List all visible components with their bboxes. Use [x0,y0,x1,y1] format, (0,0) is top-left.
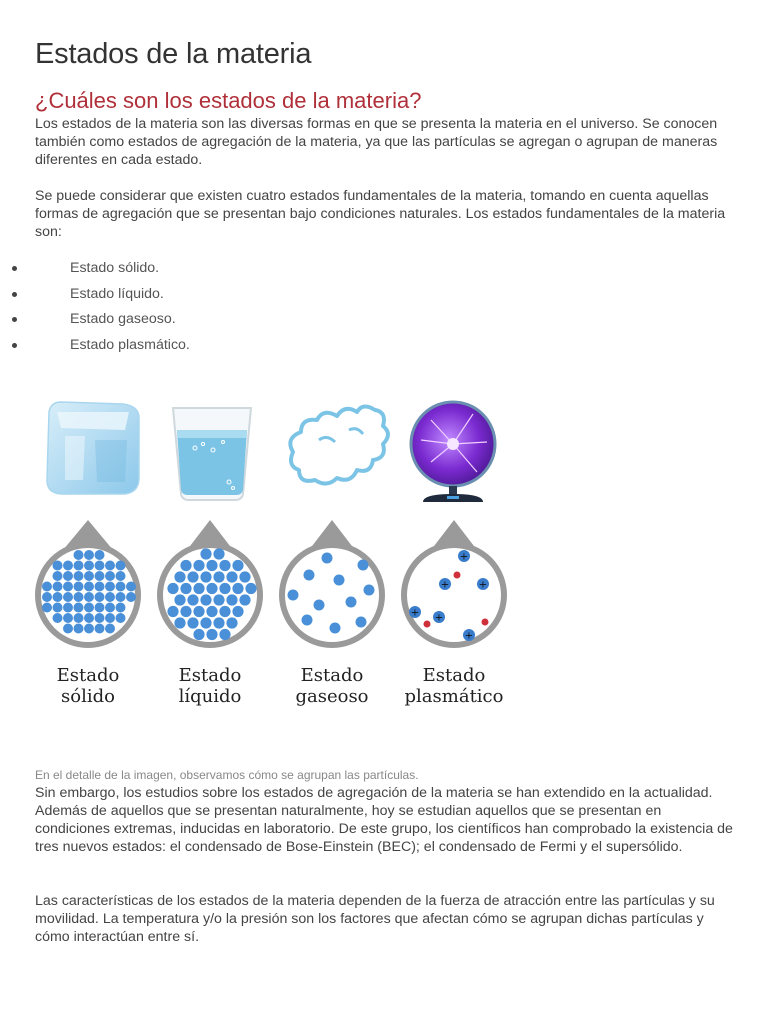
particle [84,613,94,623]
particle [206,606,217,617]
bullet-icon [12,343,17,348]
particle [95,561,105,571]
particle [74,592,84,602]
particle [193,606,204,617]
particle [304,570,315,581]
cloud-gas-icon [279,390,409,660]
list-item: Estado sólido. [0,259,190,285]
plus-sign: + [434,612,444,624]
particle [167,583,178,594]
particle [213,594,224,605]
particle [53,582,63,592]
state-plasma [401,390,531,720]
particle [63,603,73,613]
states-of-matter-figure [35,390,555,720]
particle [187,571,198,582]
particle [232,606,243,617]
characteristics-paragraph: Las características de los estados de la materia dependen de la fuerza de atracción entre las partículas y su movilidad. La temperatura y/o la presión son los factores que afectan cómo se agrupan dichas partículas y cómo interactúan entre sí. [35,893,715,945]
particle [239,571,250,582]
particle [193,629,204,640]
particle [42,592,52,602]
particle [174,617,185,628]
particle [239,594,250,605]
particle [105,571,115,581]
particle [187,617,198,628]
ice-cube-icon [35,390,165,660]
particle [330,623,341,634]
particle [63,561,73,571]
particle [126,582,136,592]
particle [74,582,84,592]
particle [206,560,217,571]
particle [63,624,73,634]
particle [95,582,105,592]
particle [219,606,230,617]
state-label-line1: Estado [422,665,486,686]
particle [219,629,230,640]
particle [105,592,115,602]
particle [84,561,94,571]
particle [63,582,73,592]
particle [167,606,178,617]
state-label-line2: sólido [61,686,115,707]
particle [180,583,191,594]
particle [42,603,52,613]
particle [322,553,333,564]
list-item: Estado plasmático. [0,336,190,362]
particle [95,624,105,634]
particle [84,603,94,613]
particle [116,592,126,602]
particle [74,624,84,634]
particle [200,594,211,605]
electron [482,619,489,626]
particle [346,597,357,608]
particle [364,585,375,596]
particle [226,594,237,605]
particle [174,571,185,582]
state-label-gas [267,665,397,707]
states-list [0,259,190,361]
state-label-line2: gaseoso [295,686,369,707]
particle [116,603,126,613]
particle [200,548,211,559]
particle [84,624,94,634]
bullet-icon [12,292,17,297]
particle [53,561,63,571]
particle [116,561,126,571]
particle [74,603,84,613]
particle [219,583,230,594]
particle [187,594,198,605]
particle [53,603,63,613]
particle [84,592,94,602]
particle [226,571,237,582]
particle [213,617,224,628]
particle [84,571,94,581]
particle [105,603,115,613]
particle [334,575,345,586]
page-title: Estados de la materia [35,38,312,70]
particle [95,603,105,613]
particle [358,560,369,571]
particle [63,592,73,602]
state-label-liquid [145,665,275,707]
particle [226,617,237,628]
figure-caption: En el detalle de la imagen, observamos cómo se agrupan las partículas. [35,768,419,782]
plus-sign: + [440,579,450,591]
particle [74,550,84,560]
plus-sign: + [410,607,420,619]
state-label-line1: Estado [178,665,242,686]
particle [63,613,73,623]
particle [206,629,217,640]
section-heading: ¿Cuáles son los estados de la materia? [35,88,422,113]
plus-sign: + [459,551,469,563]
particle [200,571,211,582]
fundamental-states-paragraph: Se puede considerar que existen cuatro estados fundamentales de la materia, tomando en cuenta aquellas formas de agregación que se presentan bajo condiciones naturales. Los estados fundamentales de la materia son: [35,188,726,240]
particle [84,582,94,592]
particle [95,613,105,623]
particle [105,582,115,592]
state-label-plasma [389,665,519,707]
particle [42,582,52,592]
particle [74,561,84,571]
particle [245,583,256,594]
particle [95,550,105,560]
particle [116,571,126,581]
particle [288,590,299,601]
particle [105,561,115,571]
particle [74,571,84,581]
particle [105,613,115,623]
extreme-states-paragraph: Sin embargo, los estudios sobre los estados de agregación de la materia se han extendido en la actualidad. Además de aquellos que se presentan naturalmente, hoy se estudian aquellos que se presentan en condiciones extremas, inducidas en laboratorio. De este grupo, los científicos han comprobado la existencia de tres nuevos estados: el condensado de Bose-Einstein (BEC); el condensado de Fermi y el supersólido. [35,785,733,855]
intro-paragraph: Los estados de la materia son las diversas formas en que se presenta la materia en el universo. Se conocen también como estados de agregación de la materia, ya que las partículas se agregan o agrupan de maneras diferentes en cada estado. [35,116,718,168]
particle [314,600,325,611]
particle [232,560,243,571]
electron [424,621,431,628]
state-label-solid [23,665,153,707]
water-glass-icon [157,390,287,660]
particle [193,583,204,594]
particle [116,613,126,623]
particle [53,613,63,623]
particle [180,606,191,617]
particle [206,583,217,594]
particle [232,583,243,594]
particle [213,548,224,559]
list-item: Estado líquido. [0,285,190,311]
particle [213,571,224,582]
bullet-icon [12,317,17,322]
bullet-icon [12,266,17,271]
list-item: Estado gaseoso. [0,310,190,336]
plus-sign: + [478,579,488,591]
particle [126,592,136,602]
particle [193,560,204,571]
state-label-line2: líquido [178,686,242,707]
particle [95,571,105,581]
particle [105,624,115,634]
particle [219,560,230,571]
particle [53,571,63,581]
particle [84,550,94,560]
state-label-line1: Estado [300,665,364,686]
particle [116,582,126,592]
particle [180,560,191,571]
particle [74,613,84,623]
state-label-line2: plasmático [404,686,504,707]
particle [174,594,185,605]
particle [95,592,105,602]
electron [454,572,461,579]
plus-sign: + [464,630,474,642]
particle [63,571,73,581]
state-label-line1: Estado [56,665,120,686]
plasma-ball-icon [401,390,531,660]
particle [53,592,63,602]
particle [200,617,211,628]
particle [302,615,313,626]
particle [356,617,367,628]
